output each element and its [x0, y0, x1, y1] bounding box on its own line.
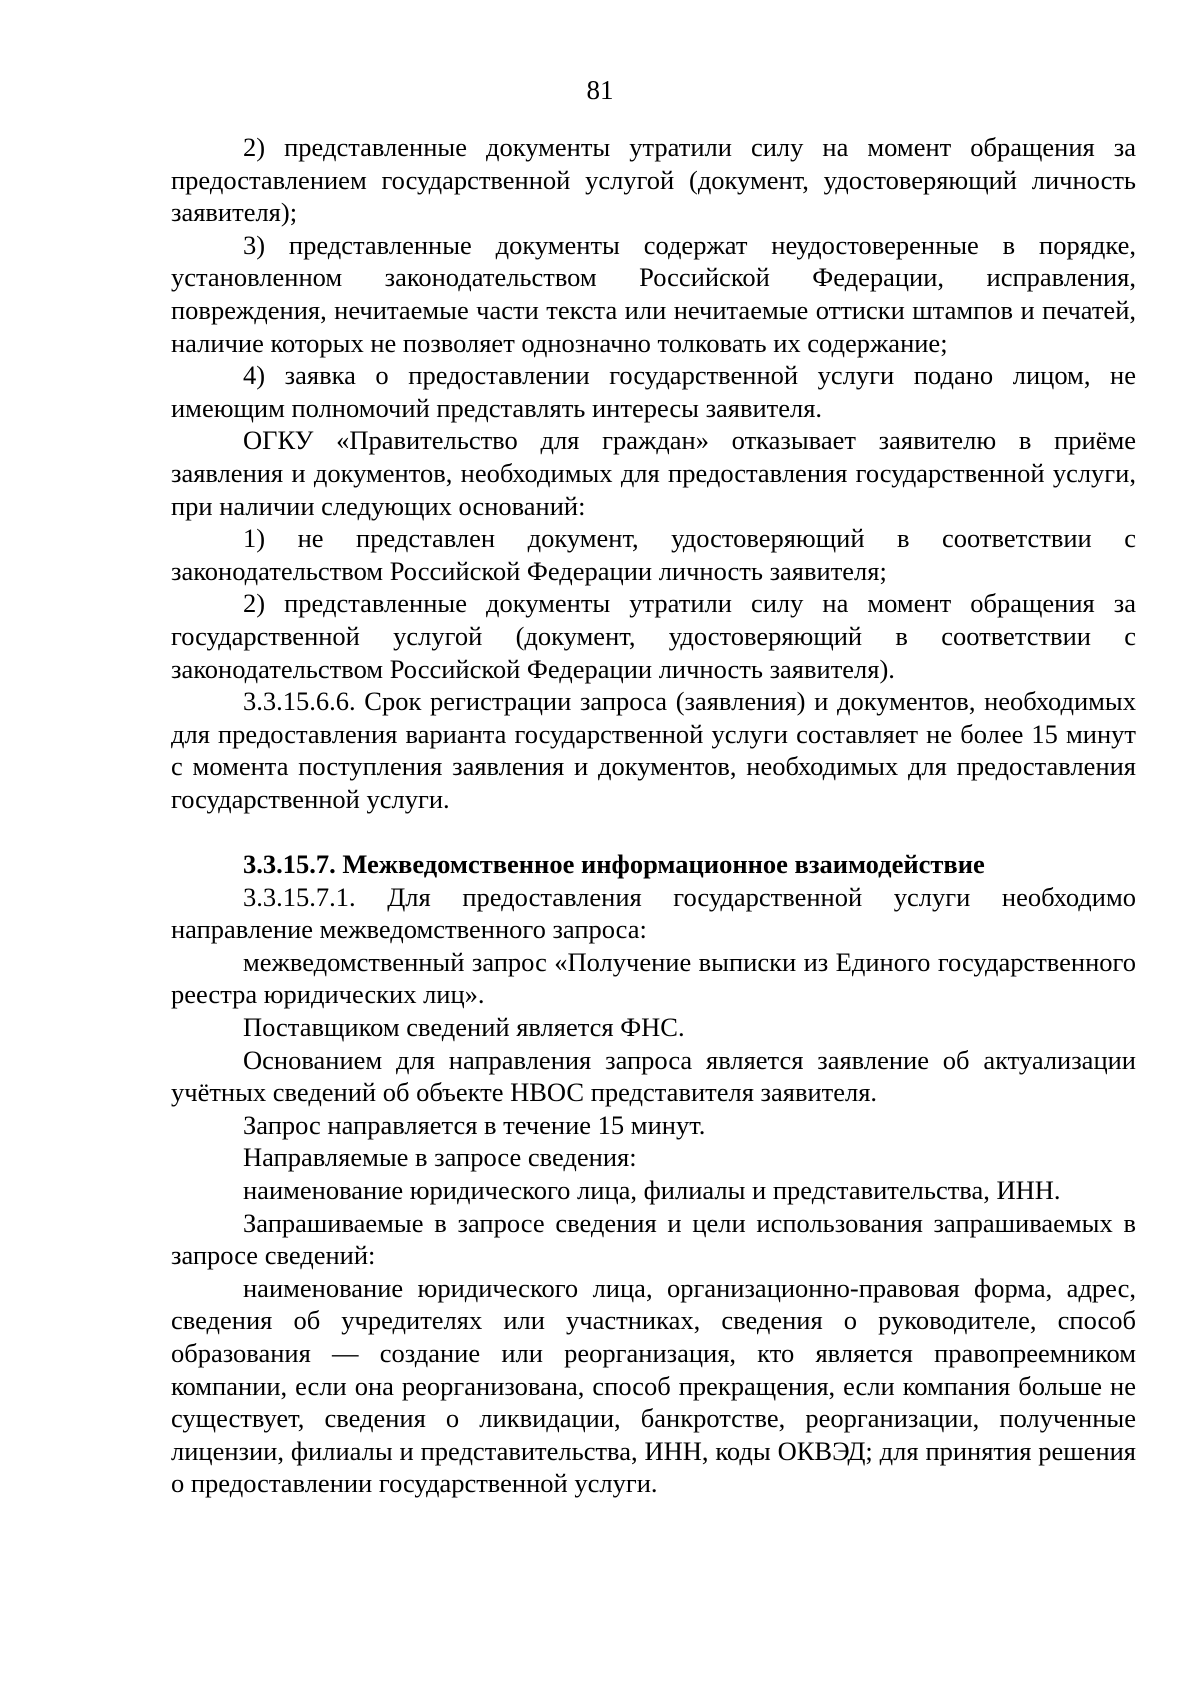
- paragraph: 4) заявка о предоставлении государственной услуги подано лицом, не имеющим полномочий представлять интересы заявителя.: [171, 360, 1136, 423]
- paragraph: 3.3.15.7.1. Для предоставления государственной услуги необходимо направление межведомственного запроса:: [171, 881, 1136, 945]
- paragraph: 3.3.15.6.6. Срок регистрации запроса (заявления) и документов, необходимых для предоставления варианта государственной услуги составляет не более 15 минут с момента поступления заявления и документов, необходимых для предоставления государственной услуги.: [171, 686, 1136, 814]
- paragraph: 3) представленные документы содержат неудостоверенные в порядке, установленном законодательством Российской Федерации, исправления, повреждения, нечитаемые части текста или нечитаемые оттиски штампов и печатей, наличие которых не позволяет однозначно толковать их содержание;: [171, 229, 1136, 358]
- paragraph: Запрашиваемые в запросе сведения и цели использования запрашиваемых в запросе сведений:: [171, 1207, 1136, 1271]
- paragraph: наименование юридического лица, организационно-правовая форма, адрес, сведения об учредителях или участниках, сведения о руководителе, способ образования — создание или реорганизация, кто является правопреемником компании, если она реорганизована, способ прекращения, если компания больше не существует, сведения о ликвидации, банкротстве, реорганизации, полученные лицензии, филиалы и представительства, ИНН, коды ОКВЭД; для принятия решения о предоставлении государственной услуги.: [171, 1272, 1136, 1499]
- paragraph: 2) представленные документы утратили силу на момент обращения за государственной услугой (документ, удостоверяющий в соответствии с законодательством Российской Федерации личность заявителя).: [171, 588, 1136, 684]
- paragraph: Поставщиком сведений является ФНС.: [243, 1012, 685, 1043]
- page-number: 81: [586, 75, 614, 105]
- paragraph: Запрос направляется в течение 15 минут.: [243, 1109, 706, 1140]
- paragraph: наименование юридического лица, филиалы и представительства, ИНН.: [243, 1175, 1061, 1205]
- paragraph: 1) не представлен документ, удостоверяющий в соответствии с законодательством Российской Федерации личность заявителя;: [171, 523, 1136, 586]
- paragraph: ОГКУ «Правительство для граждан» отказывает заявителю в приёме заявления и документов, необходимых для предоставления государственной услуги, при наличии следующих оснований:: [171, 425, 1136, 521]
- paragraph: Основанием для направления запроса является заявление об актуализации учётных сведений об объекте НВОС представителя заявителя.: [171, 1044, 1136, 1108]
- section-heading: 3.3.15.7. Межведомственное информационное взаимодействие: [243, 849, 985, 880]
- document-body: [171, 131, 1136, 1500]
- paragraph: Направляемые в запросе сведения:: [243, 1142, 637, 1173]
- paragraph: межведомственный запрос «Получение выписки из Единого государственного реестра юридических лиц».: [171, 946, 1136, 1010]
- paragraph: 2) представленные документы утратили силу на момент обращения за предоставлением государственной услугой (документ, удостоверяющий личность заявителя);: [171, 132, 1136, 228]
- section-spacer: [171, 815, 1136, 848]
